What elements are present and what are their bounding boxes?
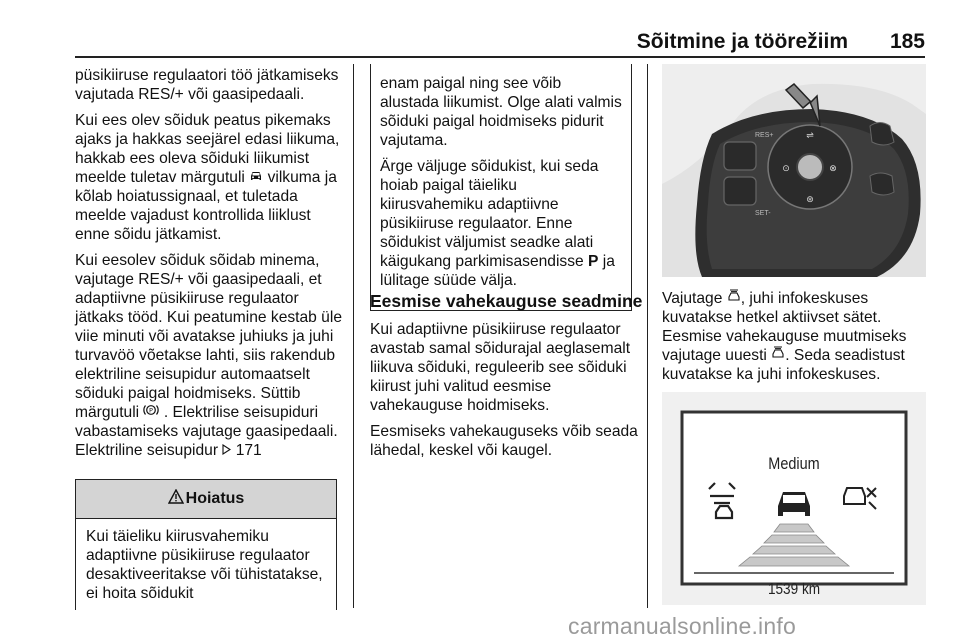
watermark: carmanualsonline.info (568, 613, 796, 639)
warning-header (76, 480, 336, 519)
info-display-figure (662, 392, 926, 605)
note-paragraph-1: enam paigal ning see võib alustada liikumist. Olge alati valmis sõiduki paigal hoidmiseks pidurit vajutama. (380, 75, 622, 149)
svg-text:⊙: ⊙ (782, 164, 790, 174)
paragraph-2-text-a: Kui ees olev sõiduk peatus pikemaks ajaks ja hakkas seejärel edasi liikuma, hakkab ees oleva sõiduki liikumist meelde tuletav märgutuli (75, 112, 340, 186)
paragraph-1: püsikiiruse regulaatori töö jätkamiseks vajutada RES/+ või gaasipedaali. (75, 67, 339, 103)
following-distance-icon (727, 289, 741, 308)
column-divider-1 (353, 64, 354, 608)
paragraph-2 (75, 111, 343, 244)
note-paragraph-2-text-b: ja lülitage süüde välja. (380, 253, 615, 289)
paragraph-3-text-a: Kui eesolev sõiduk sõidab minema, vajutage RES/+ või gaasipedaali, et adaptiivne püsikiiruse regulaator jätkaks tööd. Kui peatumine kestab üle viie minuti või avatakse juhiuks ja juhi turvavöö võetakse lahti, siis rakendub elektriline seisupidur automaatselt sõiduki paigal hoidmiseks. Süttib märgutuli (75, 252, 342, 421)
set-button-label: SET- (755, 210, 771, 217)
steering-wheel-figure (662, 64, 926, 277)
left-column (75, 66, 343, 467)
header-title: Sõitmine ja töörežiim (636, 30, 848, 53)
svg-text:P: P (149, 406, 154, 415)
section-body (370, 320, 638, 467)
res-button-label: RES+ (755, 132, 774, 139)
note-paragraph-2 (380, 157, 622, 290)
paragraph-3-text-b: . Elektrilise seisupiduri vabastamiseks vajutage gaasipedaali. Elektriline seisupidur (75, 404, 338, 459)
page-ref-arrow-icon (222, 441, 231, 460)
note-box (370, 64, 632, 311)
section-paragraph-1: Kui adaptiivne püsikiiruse regulaator avastab samal sõidurajal aeglasemalt liikuva sõiduki, reguleerib see sõiduki kiirust juhi valitud eesmise vahekauguse hoidmiseks. (370, 321, 631, 414)
right-text-b: , juhi infokeskuses kuvatakse hetkel aktiivset sätet. (662, 290, 882, 326)
distance-setting-label: Medium (768, 454, 820, 474)
column-divider-2 (647, 64, 648, 608)
page-number: 185 (889, 30, 925, 53)
svg-text:⇌: ⇌ (806, 131, 814, 141)
note-paragraph-2-text-a: Ärge väljuge sõidukist, kui seda hoiab paigal täieliku kiirusvahemiku adaptiivne püsikiiruse regulaator. Enne sõidukist väljumist seadke alati käigukang parkimisasendisse (380, 158, 599, 270)
right-text-d: . Seda seadistust kuvatakse ka juhi infokeskuses. (662, 347, 905, 383)
warning-text: Kui täieliku kiirusvahemiku adaptiivne püsikiiruse regulaator desaktiveeritakse või tühistatakse, ei hoita sõidukit (86, 528, 323, 602)
following-distance-icon-2 (771, 346, 785, 365)
section-heading: Eesmise vahekauguse seadmine (370, 291, 643, 311)
header-rule (75, 56, 925, 58)
gear-p-label: P (588, 253, 599, 270)
right-text-a: Vajutage (662, 290, 723, 307)
paragraph-3 (75, 251, 343, 460)
svg-text:⊛: ⊛ (806, 195, 814, 205)
warning-title: Hoiatus (185, 490, 245, 507)
paragraph-2-text-b: vilkuma ja kõlab hoiatussignaal, et tuletada meelde vajadust kontrollida liiklust enne sõidu jätkamist. (75, 169, 337, 243)
page-ref-link[interactable]: 171 (235, 442, 262, 459)
right-text (662, 289, 932, 384)
svg-text:⊗: ⊗ (829, 164, 837, 174)
right-text-c: Eesmise vahekauguse muutmiseks vajutage uuesti (662, 328, 907, 364)
section-paragraph-2: Eesmiseks vahekauguseks võib seada lähedal, keskel või kaugel. (370, 423, 638, 459)
vehicle-ahead-icon (249, 168, 263, 187)
warning-box (75, 479, 337, 610)
odometer-reading: 1539 km (767, 581, 821, 599)
warning-triangle-icon (168, 489, 184, 509)
parking-brake-icon (143, 403, 159, 422)
